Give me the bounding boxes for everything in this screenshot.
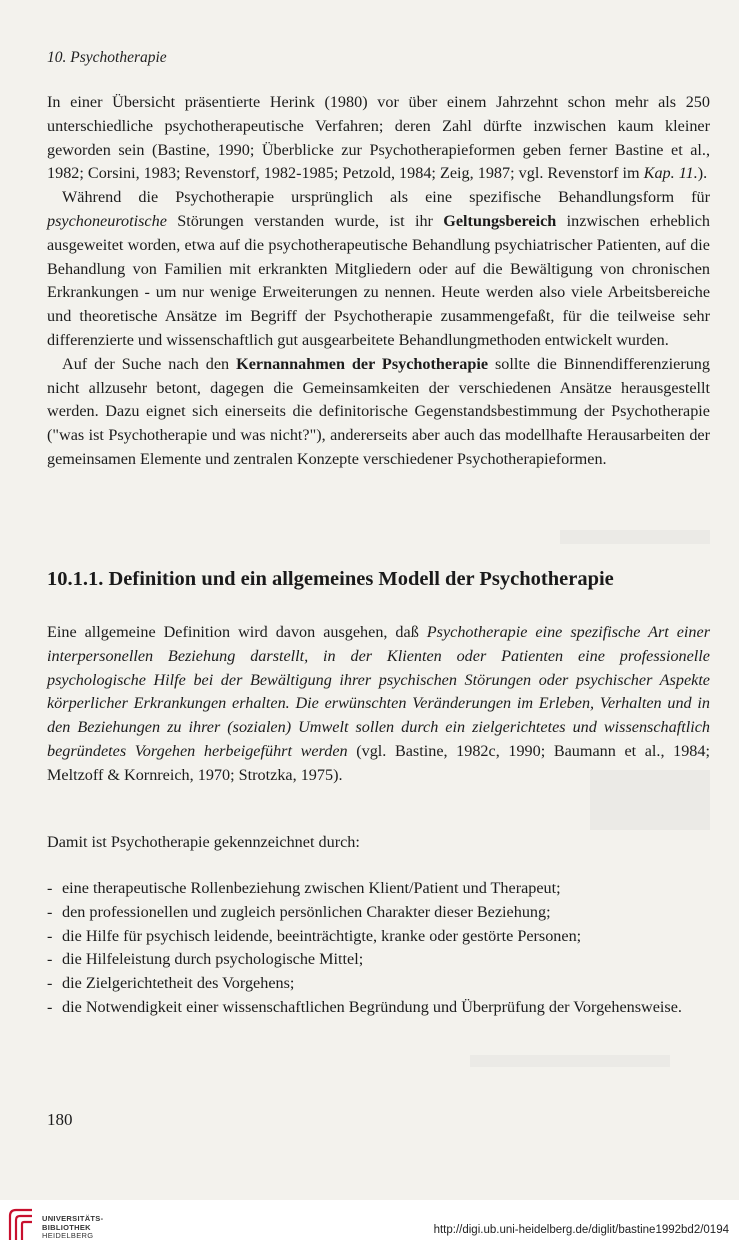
list-item [47, 925, 710, 949]
paragraph-text: sollte die Binnendifferenzierung nicht allzusehr betont, dagegen die Gemeinsamkeiten der verschiedenen Ansätze herausgestellt werden. Dazu eignet sich einerseits die definitorische Gegenstandsbestimmung der Psychotherapie ("was ist Psychotherapie und was nicht?"), andererseits aber auch das modellhafte Herausarbeiten der gemeinsamen Elemente und zentralen Konzepte verschiedener Psychotherapieformen. [47, 354, 710, 468]
list-item [47, 948, 710, 972]
bold-term: Geltungsbereich [443, 211, 557, 230]
paragraph-herink [47, 91, 710, 186]
library-name-line: UNIVERSITÄTS- [42, 1214, 104, 1223]
paragraph-kernannahmen [47, 353, 710, 472]
definition-italic: Psychotherapie eine spezifische Art einer interpersonellen Beziehung darstellt, in der Klienten oder Patienten eine professionelle psychologische Hilfe bei der Bewältigung ihrer psychischen Störungen oder psychischer Aspekte körperlicher Erkrankungen erhalten. Die erwünschten Veränderungen im Erleben, Verhalten und in den Beziehungen zu ihrer (sozialen) Umwelt sollen durch ein zielgerichtetes und wissenschaftlich begründetes Vorgehen herbeigeführt werden [47, 623, 711, 760]
intro-text-block [47, 91, 710, 472]
paragraph-definition [47, 621, 710, 788]
bold-term: Kernannahmen der Psychotherapie [236, 354, 489, 373]
citation-text: (vgl. Bastine, 1982c, 1990; Baumann et al., 1984; Meltzoff & Kornreich, 1970; Strotzka, 1975). [47, 741, 710, 784]
page-number: 180 [47, 1110, 73, 1129]
list-item-text: die Notwendigkeit einer wissenschaftlichen Begründung und Überprüfung der Vorgehensweise. [62, 997, 682, 1016]
logo-stroke [16, 1216, 32, 1240]
paragraph-text: Auf der Suche nach den [62, 354, 237, 373]
chapter-reference: Kap. 11. [643, 164, 698, 183]
bullet-dash: - [47, 950, 53, 969]
list-item-text: den professionellen und zugleich persönlichen Charakter dieser Beziehung; [62, 902, 551, 921]
library-name-line: BIBLIOTHEK [42, 1222, 91, 1232]
paragraph-text: ). [697, 164, 708, 183]
list-item-text: eine therapeutische Rollenbeziehung zwischen Klient/Patient und Therapeut; [62, 879, 561, 897]
list-item [47, 972, 710, 996]
library-logo-icon [6, 1206, 36, 1244]
paragraph-text: Störungen verstanden wurde, ist ihr [166, 211, 444, 230]
characteristics-list [47, 877, 710, 1020]
list-item-text: die Hilfe für psychisch leidende, beeinträchtigte, kranke oder gestörte Personen; [62, 926, 582, 945]
paragraph-text: Eine allgemeine Definition wird davon ausgehen, daß [47, 623, 427, 641]
bullet-dash: - [47, 997, 53, 1016]
italic-term: psychoneurotische [47, 211, 167, 230]
library-name [42, 1215, 103, 1241]
paragraph-geltungsbereich [47, 186, 710, 353]
section-heading: 10.1.1. Definition und ein allgemeines Modell der Psychotherapie [47, 568, 614, 590]
bullet-dash: - [47, 926, 53, 945]
bullet-dash: - [47, 902, 53, 921]
paragraph-text: inzwischen erheblich ausgeweitet worden, etwa auf die psychotherapeutische Behandlung psychiatrischer Patienten, auf die Behandlung von Familien mit erkrankten Mitgliedern oder auf die Bewältigung von chronischen Erkrankungen - um nur wenige Erweiterungen zu nennen. Heute werden also viele Arbeitsbereiche und theoretische Ansätze im Begriff der Psychotherapie zusammengefaßt, für die teilweise sehr differenzierte und wissenschaftlich gut ausgearbeitete Behandlungmethoden entwickelt wurden. [47, 211, 710, 349]
characterized-by-block [47, 831, 710, 855]
bleed-through-mark [470, 1055, 670, 1067]
paragraph-text: In einer Übersicht präsentierte Herink (1980) vor über einem Jahrzehnt schon mehr als 250 unterschiedliche psychotherapeutische Verfahren; deren Zahl dürfte inzwischen kaum kleiner geworden sein (Bastine, 1990; Überblicke zur Psychotherapieformen geben ferner Bastine et al., 1982; Corsini, 1983; Revenstorf, 1982-1985; Petzold, 1984; Zeig, 1987; vgl. Revenstorf im [47, 93, 710, 183]
logo-stroke [22, 1222, 32, 1240]
list-item [47, 877, 710, 901]
characterized-by-line: Damit ist Psychotherapie gekennzeichnet durch: [47, 833, 360, 851]
library-name-line: HEIDELBERG [42, 1231, 94, 1241]
bleed-through-mark [560, 530, 710, 544]
list-item-text: die Hilfeleistung durch psychologische Mittel; [62, 950, 364, 969]
paragraph-text: Während die Psychotherapie ursprünglich als eine spezifische Behandlungsform für [62, 188, 710, 207]
source-url-link[interactable]: http://digi.ub.uni-heidelberg.de/diglit/bastine1992bd2/0194 [433, 1224, 729, 1236]
list-item-text: die Zielgerichtetheit des Vorgehens; [62, 974, 295, 993]
list-item [47, 996, 710, 1020]
running-head: 10. Psychotherapie [47, 49, 167, 66]
bullet-dash: - [47, 879, 53, 897]
list-item [47, 901, 710, 925]
bullet-dash: - [47, 974, 53, 993]
definition-block [47, 621, 710, 788]
